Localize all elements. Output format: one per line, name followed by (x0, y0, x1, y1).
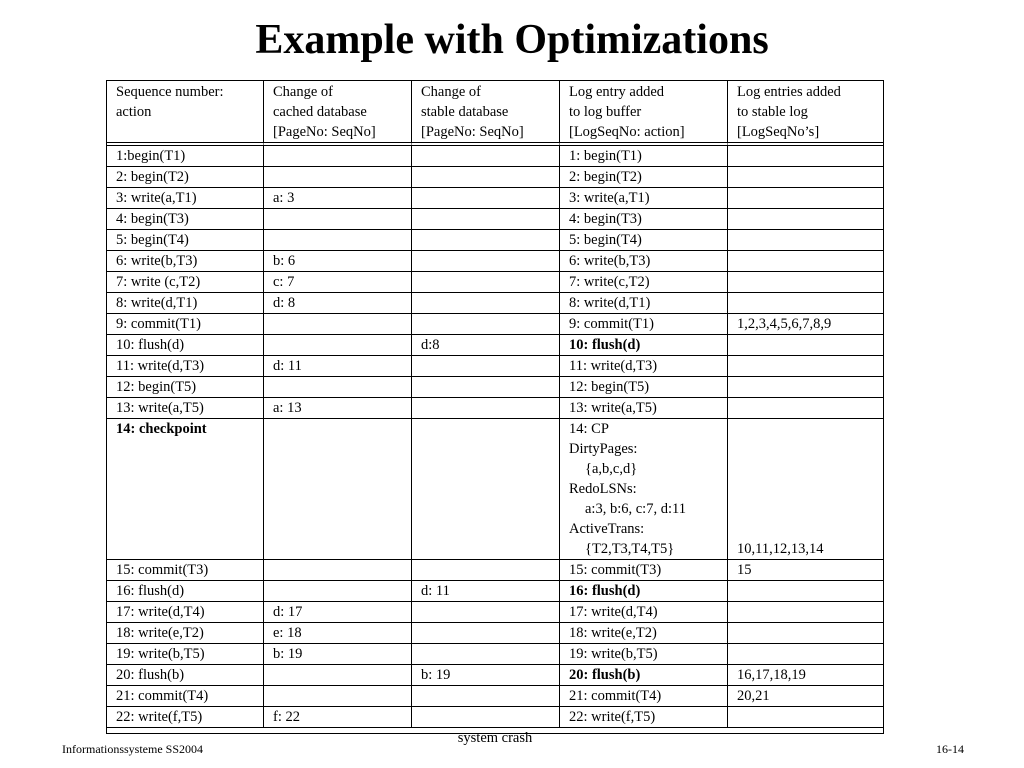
table-cell: 21: commit(T4) (107, 686, 264, 707)
table-cell: 1:begin(T1) (107, 146, 264, 167)
table-cell: 15: commit(T3) (107, 560, 264, 581)
table-cell: b: 19 (264, 644, 412, 665)
table-cell: 2: begin(T2) (107, 167, 264, 188)
table-cell (728, 644, 883, 665)
table-cell (264, 209, 412, 230)
table-cell: d: 17 (264, 602, 412, 623)
table-cell (728, 293, 883, 314)
table-cell: 21: commit(T4) (560, 686, 728, 707)
table-cell (728, 377, 883, 398)
table-cell (412, 209, 560, 230)
table-cell: e: 18 (264, 623, 412, 644)
column-header-line: Change of (273, 84, 333, 100)
table-cell (412, 707, 560, 728)
table-cell: 2: begin(T2) (560, 167, 728, 188)
footer-page-number: 16-14 (936, 742, 964, 756)
table-header-row (107, 81, 883, 146)
table-cell (264, 377, 412, 398)
table-cell (264, 419, 412, 560)
table-cell: 17: write(d,T4) (560, 602, 728, 623)
table-row (107, 644, 883, 665)
column-header-line: stable database (421, 104, 509, 120)
table-cell: d: 11 (264, 356, 412, 377)
table-cell (728, 188, 883, 209)
table-cell: 1: begin(T1) (560, 146, 728, 167)
table-cell (412, 293, 560, 314)
checkpoint-stable-log: 10,11,12,13,14 (728, 419, 883, 560)
table-cell: 12: begin(T5) (107, 377, 264, 398)
table-cell: 5: begin(T4) (560, 230, 728, 251)
checkpoint-row (107, 419, 883, 560)
table-cell (412, 272, 560, 293)
table-cell (728, 251, 883, 272)
table-cell: 22: write(f,T5) (560, 707, 728, 728)
table-cell (412, 377, 560, 398)
table-row (107, 335, 883, 356)
table-cell (728, 581, 883, 602)
table-cell: 1,2,3,4,5,6,7,8,9 (728, 314, 883, 335)
table-row (107, 209, 883, 230)
table-cell: 3: write(a,T1) (107, 188, 264, 209)
table-row (107, 230, 883, 251)
table-cell (728, 356, 883, 377)
table-cell: 8: write(d,T1) (107, 293, 264, 314)
column-header-line: [LogSeqNo’s] (737, 124, 820, 140)
footer-course: Informationssysteme SS2004 (62, 742, 203, 756)
log-table (106, 80, 884, 746)
table-cell (264, 167, 412, 188)
table-cell (264, 560, 412, 581)
checkpoint-log-entry (560, 419, 728, 560)
table-cell: a: 3 (264, 188, 412, 209)
checkpoint-log-line: 14: CP (569, 421, 609, 437)
column-header-line: [PageNo: SeqNo] (421, 124, 524, 140)
checkpoint-action: 14: checkpoint (107, 419, 264, 560)
table-cell: 7: write(c,T2) (560, 272, 728, 293)
table-row (107, 167, 883, 188)
column-header-line: Log entries added (737, 84, 841, 100)
table-cell (412, 419, 560, 560)
table-row (107, 272, 883, 293)
table-row (107, 188, 883, 209)
column-header-line: to stable log (737, 104, 808, 120)
table-cell: 16: flush(d) (560, 581, 728, 602)
table-row (107, 581, 883, 602)
table-cell: 3: write(a,T1) (560, 188, 728, 209)
table-cell: 20: flush(b) (560, 665, 728, 686)
table-row (107, 377, 883, 398)
table-cell: 16,17,18,19 (728, 665, 883, 686)
table-row (107, 251, 883, 272)
checkpoint-log-line: {a,b,c,d} (585, 461, 638, 477)
table-cell (412, 188, 560, 209)
table-cell: d:8 (412, 335, 560, 356)
table-cell: 4: begin(T3) (560, 209, 728, 230)
table-cell (264, 581, 412, 602)
table-cell (264, 146, 412, 167)
table-cell (728, 623, 883, 644)
table-cell (412, 644, 560, 665)
table-cell (412, 314, 560, 335)
table-cell (728, 146, 883, 167)
table-row (107, 686, 883, 707)
table-cell (412, 167, 560, 188)
checkpoint-log-line: {T2,T3,T4,T5} (585, 541, 675, 557)
table-cell: 15: commit(T3) (560, 560, 728, 581)
table-row (107, 293, 883, 314)
column-header (264, 81, 412, 146)
column-header (728, 81, 883, 146)
table-cell: 13: write(a,T5) (560, 398, 728, 419)
table-cell: 4: begin(T3) (107, 209, 264, 230)
table-cell (264, 230, 412, 251)
checkpoint-log-line: a:3, b:6, c:7, d:11 (585, 501, 686, 517)
table-cell (412, 686, 560, 707)
table-cell: 6: write(b,T3) (107, 251, 264, 272)
table-cell: 9: commit(T1) (107, 314, 264, 335)
table-cell (264, 665, 412, 686)
column-header-line: Change of (421, 84, 481, 100)
table-cell: 16: flush(d) (107, 581, 264, 602)
checkpoint-log-line: ActiveTrans: (569, 521, 645, 537)
table-cell: 11: write(d,T3) (560, 356, 728, 377)
table-cell: d: 8 (264, 293, 412, 314)
table-cell (728, 335, 883, 356)
table-cell (412, 602, 560, 623)
table-cell: 9: commit(T1) (560, 314, 728, 335)
table-cell: f: 22 (264, 707, 412, 728)
table-cell (412, 356, 560, 377)
table-cell (264, 314, 412, 335)
table-cell: 13: write(a,T5) (107, 398, 264, 419)
checkpoint-log-line: DirtyPages: (569, 441, 638, 457)
table-cell: 7: write (c,T2) (107, 272, 264, 293)
column-header (412, 81, 560, 146)
table-cell (264, 335, 412, 356)
table-cell: 12: begin(T5) (560, 377, 728, 398)
column-header-line: cached database (273, 104, 367, 120)
table-row (107, 356, 883, 377)
column-header-line: [LogSeqNo: action] (569, 124, 685, 140)
column-header-line: Sequence number: (116, 84, 224, 100)
table-cell: d: 11 (412, 581, 560, 602)
table-cell (412, 560, 560, 581)
table-cell (264, 686, 412, 707)
table-cell: 8: write(d,T1) (560, 293, 728, 314)
table-cell: 11: write(d,T3) (107, 356, 264, 377)
table-cell: c: 7 (264, 272, 412, 293)
table-row (107, 707, 883, 728)
column-header (107, 81, 264, 146)
table-cell (728, 167, 883, 188)
table-cell (728, 398, 883, 419)
table-row (107, 560, 883, 581)
table-cell: 6: write(b,T3) (560, 251, 728, 272)
table-cell (728, 209, 883, 230)
table-cell: 10: flush(d) (107, 335, 264, 356)
column-header-line: Log entry added (569, 84, 665, 100)
table-row (107, 623, 883, 644)
table-cell (412, 398, 560, 419)
table-cell (728, 602, 883, 623)
table-cell: 20,21 (728, 686, 883, 707)
slide-title: Example with Optimizations (255, 17, 769, 63)
table-cell: 10: flush(d) (560, 335, 728, 356)
table-cell: 22: write(f,T5) (107, 707, 264, 728)
table-cell: 5: begin(T4) (107, 230, 264, 251)
system-crash-row (107, 728, 883, 750)
table-cell: a: 13 (264, 398, 412, 419)
table-cell (412, 251, 560, 272)
table-row (107, 398, 883, 419)
table-cell: 19: write(b,T5) (560, 644, 728, 665)
table-cell (412, 623, 560, 644)
checkpoint-log-line: RedoLSNs: (569, 481, 637, 497)
column-header-line: [PageNo: SeqNo] (273, 124, 376, 140)
table-cell: 18: write(e,T2) (560, 623, 728, 644)
table-cell (728, 230, 883, 251)
table-row (107, 665, 883, 686)
table-cell: 15 (728, 560, 883, 581)
table-cell: 19: write(b,T5) (107, 644, 264, 665)
column-header-line: to log buffer (569, 104, 642, 120)
column-header-line: action (116, 104, 152, 120)
table-cell (728, 707, 883, 728)
table-cell (728, 272, 883, 293)
table-cell: b: 19 (412, 665, 560, 686)
table-cell: b: 6 (264, 251, 412, 272)
table-cell (412, 146, 560, 167)
table-cell: 17: write(d,T4) (107, 602, 264, 623)
system-crash-label: system crash (457, 730, 533, 746)
column-header (560, 81, 728, 146)
table-row (107, 146, 883, 167)
table-cell: 20: flush(b) (107, 665, 264, 686)
table-row (107, 314, 883, 335)
table-row (107, 602, 883, 623)
table-cell (412, 230, 560, 251)
table-cell: 18: write(e,T2) (107, 623, 264, 644)
